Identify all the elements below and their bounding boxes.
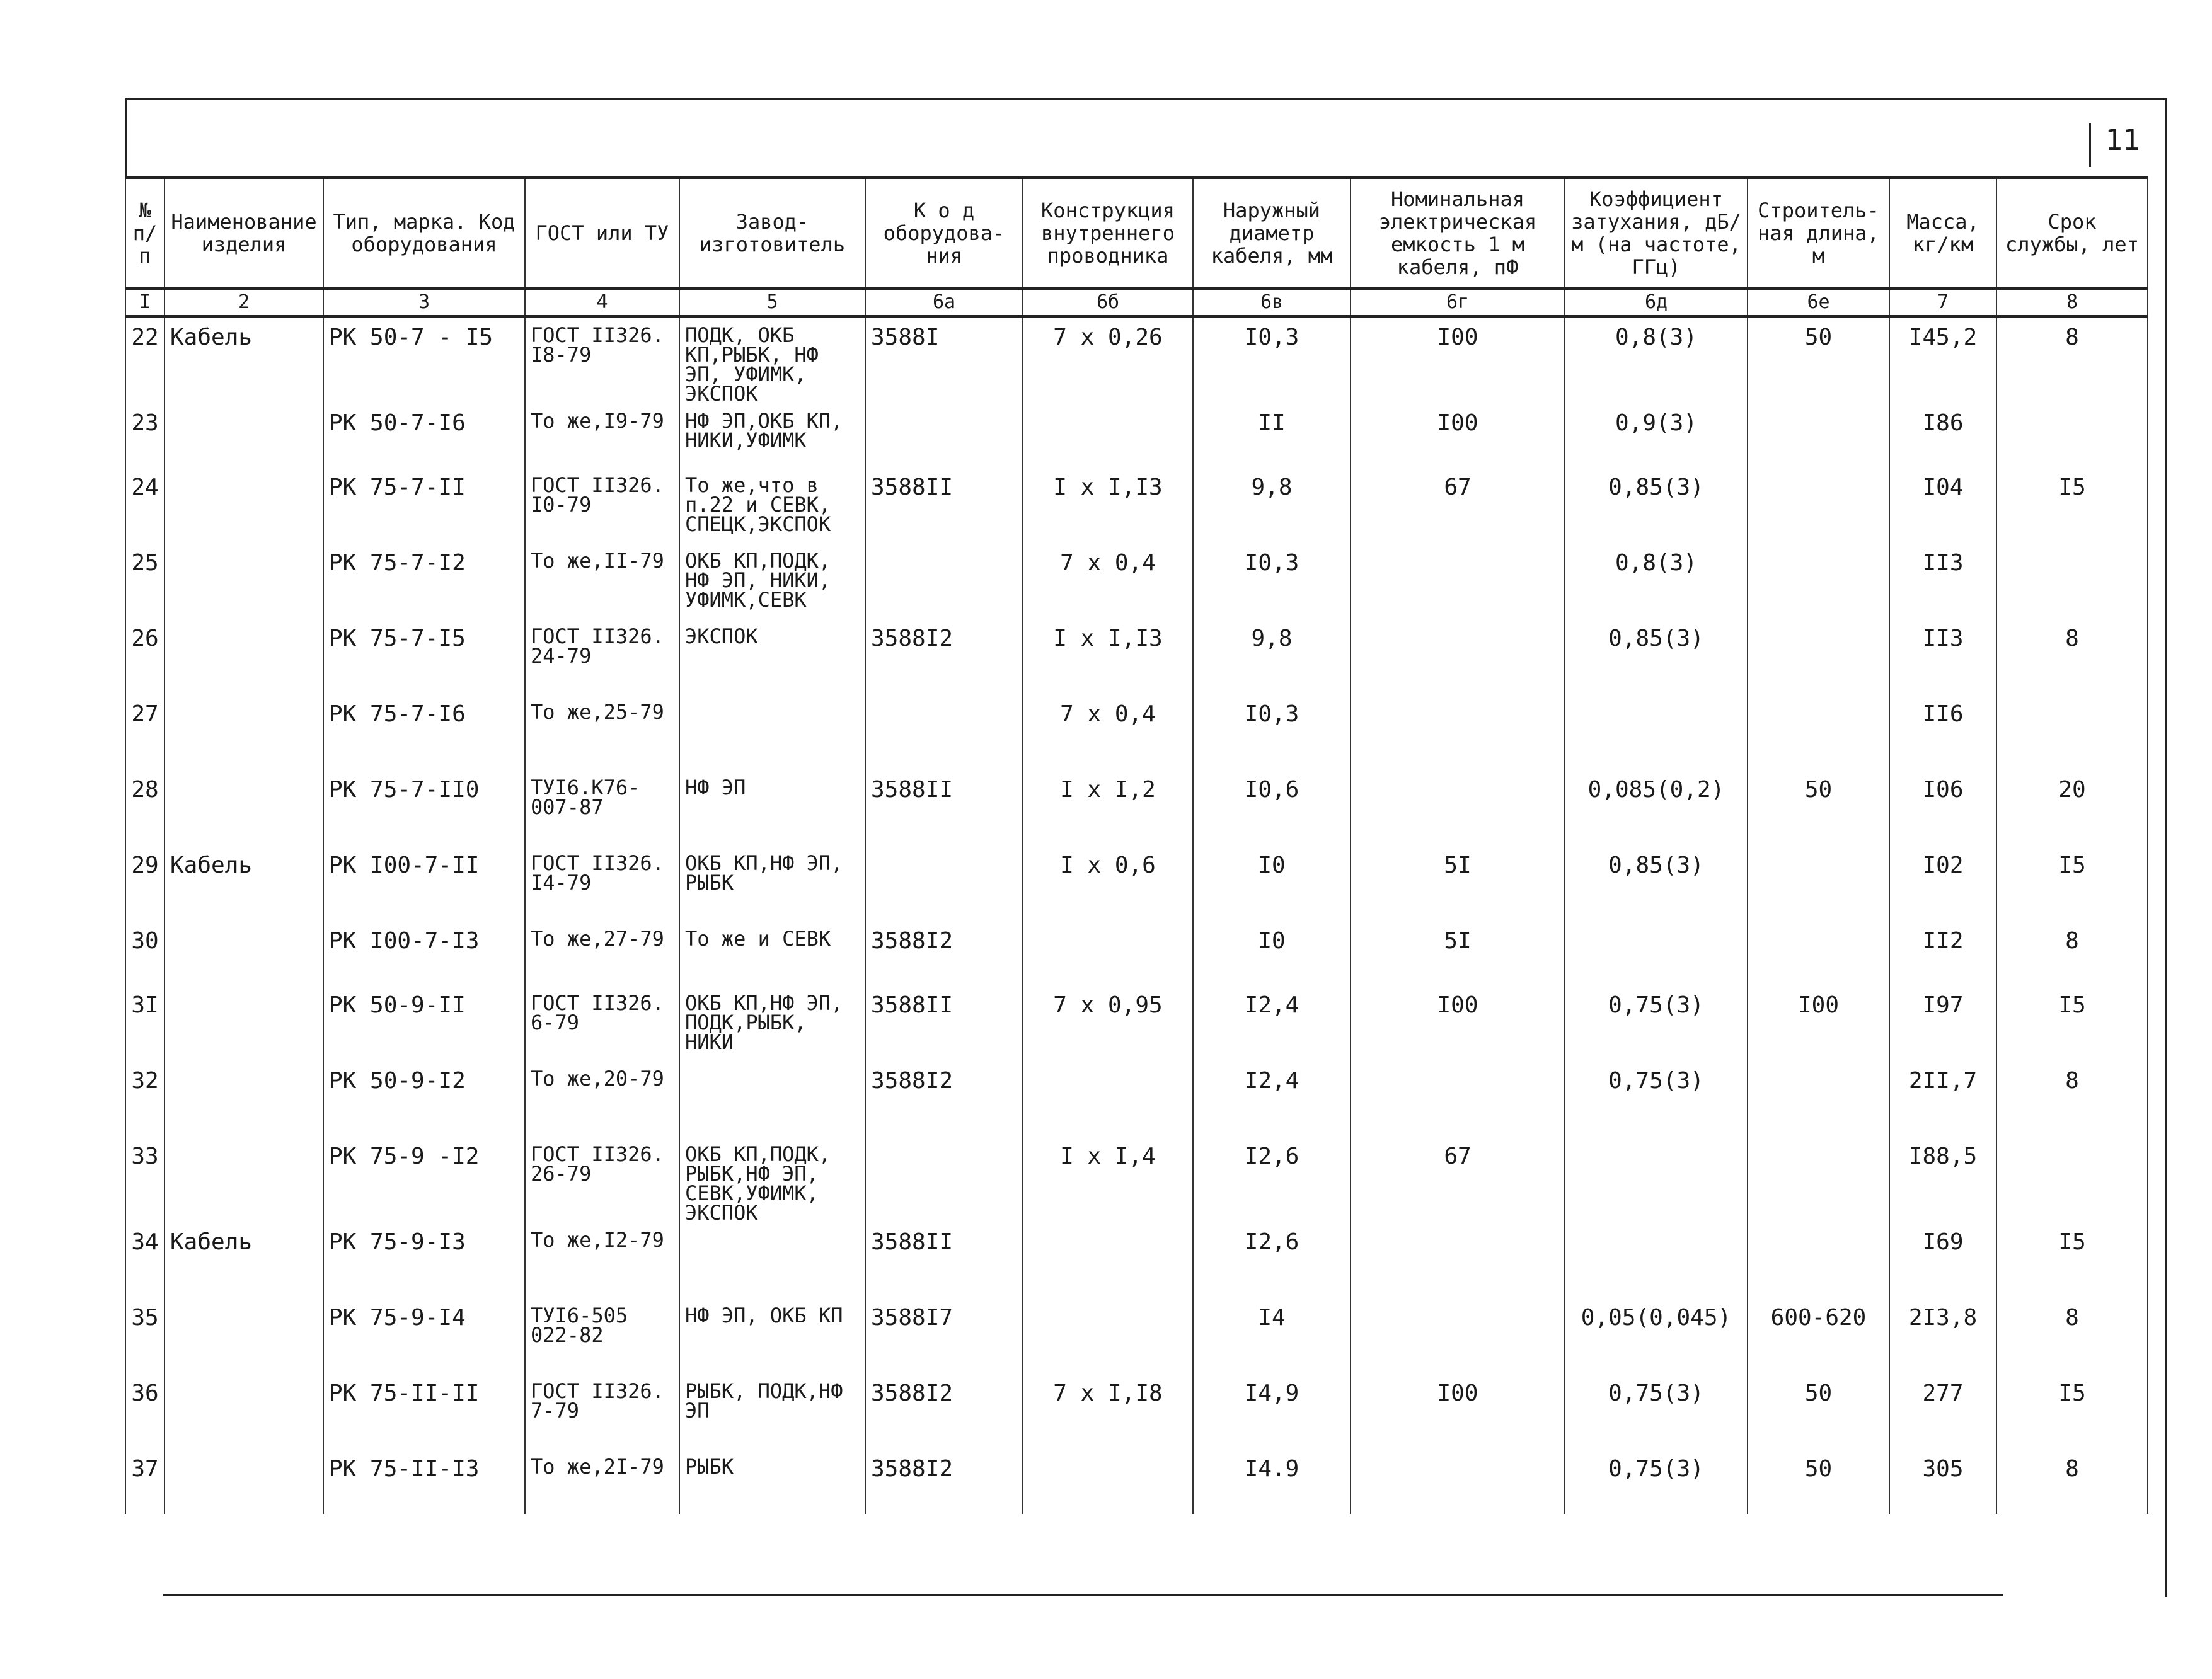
cell-service-life: 8: [1996, 1298, 2148, 1374]
cell-item-name: [164, 1374, 323, 1450]
cell-capacitance: 5I: [1351, 922, 1565, 986]
cell-capacitance: [1351, 1062, 1565, 1137]
cell-manufacturer: [679, 695, 865, 771]
cell-build-length: [1748, 619, 1889, 695]
cell-equipment-code: 3588I: [865, 317, 1023, 404]
table-header: [125, 178, 2148, 317]
cell-row-number: 27: [125, 695, 164, 771]
cell-mass: I02: [1889, 846, 1996, 922]
cell-row-number: 29: [125, 846, 164, 922]
column-number: 6е: [1748, 289, 1889, 317]
cell-item-name: [164, 1062, 323, 1137]
cell-attenuation: [1565, 1137, 1748, 1223]
cell-equipment-code: 3588I7: [865, 1298, 1023, 1374]
cell-manufacturer: ПОДК, ОКБ КП,РЫБК, НФ ЭП, УФИМК, ЭКСПОК: [679, 317, 865, 404]
cell-row-number: 26: [125, 619, 164, 695]
cell-gost-tu: ТУI6-505 022-82: [525, 1298, 679, 1374]
cell-mass: I45,2: [1889, 317, 1996, 404]
column-header: Коэффициент затухания, дБ/м (на частоте, ГГц): [1565, 178, 1748, 289]
cell-type-code: РК 75-9-I4: [323, 1298, 525, 1374]
cell-mass: II2: [1889, 922, 1996, 986]
cell-build-length: [1748, 1062, 1889, 1137]
cell-gost-tu: ГОСТ II326. I0-79: [525, 468, 679, 544]
cell-row-number: 32: [125, 1062, 164, 1137]
cell-equipment-code: [865, 846, 1023, 922]
cell-build-length: 600-620: [1748, 1298, 1889, 1374]
cell-equipment-code: 3588I2: [865, 619, 1023, 695]
column-header: Конструкция внутреннего проводника: [1023, 178, 1193, 289]
cell-item-name: [164, 544, 323, 619]
cell-service-life: [1996, 544, 2148, 619]
cell-outer-diameter: I4: [1193, 1298, 1351, 1374]
frame-top-line: [125, 98, 2167, 100]
cell-item-name: [164, 922, 323, 986]
cell-manufacturer: РЫБК: [679, 1450, 865, 1514]
cell-item-name: Кабель: [164, 1223, 323, 1298]
cell-gost-tu: ГОСТ II326. 24-79: [525, 619, 679, 695]
cell-equipment-code: [865, 695, 1023, 771]
column-header: Срок службы, лет: [1996, 178, 2148, 289]
cell-gost-tu: То же,25-79: [525, 695, 679, 771]
cell-capacitance: 5I: [1351, 846, 1565, 922]
cell-gost-tu: ГОСТ II326. 7-79: [525, 1374, 679, 1450]
cell-gost-tu: То же,27-79: [525, 922, 679, 986]
cell-row-number: 3I: [125, 986, 164, 1062]
cell-build-length: [1748, 1137, 1889, 1223]
cell-outer-diameter: I0,3: [1193, 695, 1351, 771]
cell-build-length: 50: [1748, 1450, 1889, 1514]
cell-equipment-code: 3588I2: [865, 922, 1023, 986]
cell-manufacturer: [679, 1062, 865, 1137]
table-row: [125, 846, 2148, 922]
cell-capacitance: [1351, 1450, 1565, 1514]
cell-type-code: РК 50-9-I2: [323, 1062, 525, 1137]
table-row: [125, 404, 2148, 468]
cell-conductor-construction: [1023, 1298, 1193, 1374]
cell-build-length: 50: [1748, 1374, 1889, 1450]
cell-service-life: I5: [1996, 846, 2148, 922]
cell-type-code: РК 75-7-I2: [323, 544, 525, 619]
cell-gost-tu: То же,I9-79: [525, 404, 679, 468]
column-number: I: [125, 289, 164, 317]
cell-type-code: РК 75-II-II: [323, 1374, 525, 1450]
table-row: [125, 1450, 2148, 1514]
cell-manufacturer: НФ ЭП: [679, 771, 865, 846]
cell-capacitance: 67: [1351, 468, 1565, 544]
cell-mass: I88,5: [1889, 1137, 1996, 1223]
column-header: ГОСТ или ТУ: [525, 178, 679, 289]
cell-item-name: [164, 619, 323, 695]
cell-conductor-construction: [1023, 1062, 1193, 1137]
cell-item-name: [164, 404, 323, 468]
cell-row-number: 33: [125, 1137, 164, 1223]
cell-type-code: РК 50-7 - I5: [323, 317, 525, 404]
cell-capacitance: I00: [1351, 404, 1565, 468]
cell-outer-diameter: I4.9: [1193, 1450, 1351, 1514]
cell-build-length: 50: [1748, 317, 1889, 404]
cell-capacitance: [1351, 771, 1565, 846]
column-header: Наименование изделия: [164, 178, 323, 289]
cell-row-number: 37: [125, 1450, 164, 1514]
cell-attenuation: 0,8(3): [1565, 317, 1748, 404]
cell-gost-tu: То же,I2-79: [525, 1223, 679, 1298]
cell-type-code: РК 75-7-II: [323, 468, 525, 544]
cell-mass: I86: [1889, 404, 1996, 468]
cell-build-length: [1748, 1223, 1889, 1298]
cell-row-number: 22: [125, 317, 164, 404]
table-row: [125, 619, 2148, 695]
cell-service-life: 8: [1996, 1450, 2148, 1514]
cell-service-life: [1996, 404, 2148, 468]
cell-attenuation: [1565, 922, 1748, 986]
cell-mass: 2II,7: [1889, 1062, 1996, 1137]
cell-build-length: [1748, 544, 1889, 619]
cell-outer-diameter: I2,4: [1193, 986, 1351, 1062]
cell-conductor-construction: I х I,4: [1023, 1137, 1193, 1223]
cell-conductor-construction: I х I,I3: [1023, 468, 1193, 544]
cell-service-life: 8: [1996, 922, 2148, 986]
cell-manufacturer: РЫБК, ПОДК,НФ ЭП: [679, 1374, 865, 1450]
cell-gost-tu: То же,II-79: [525, 544, 679, 619]
table-row: [125, 317, 2148, 404]
cell-service-life: 20: [1996, 771, 2148, 846]
cell-service-life: I5: [1996, 468, 2148, 544]
cell-item-name: [164, 695, 323, 771]
table-row: [125, 1223, 2148, 1298]
cell-mass: I97: [1889, 986, 1996, 1062]
cell-attenuation: 0,75(3): [1565, 1062, 1748, 1137]
cell-build-length: 50: [1748, 771, 1889, 846]
cell-equipment-code: [865, 544, 1023, 619]
cell-conductor-construction: [1023, 404, 1193, 468]
cell-row-number: 23: [125, 404, 164, 468]
cell-capacitance: [1351, 695, 1565, 771]
cell-type-code: РК I00-7-I3: [323, 922, 525, 986]
cell-equipment-code: [865, 1137, 1023, 1223]
cell-equipment-code: 3588I2: [865, 1374, 1023, 1450]
cell-type-code: РК 50-7-I6: [323, 404, 525, 468]
cell-conductor-construction: I х 0,6: [1023, 846, 1193, 922]
column-header: № п/п: [125, 178, 164, 289]
cell-attenuation: 0,75(3): [1565, 1450, 1748, 1514]
cell-capacitance: I00: [1351, 1374, 1565, 1450]
cell-item-name: [164, 1137, 323, 1223]
cell-attenuation: 0,85(3): [1565, 468, 1748, 544]
cell-equipment-code: 3588I2: [865, 1450, 1023, 1514]
column-header: Наружный диаметр кабеля, мм: [1193, 178, 1351, 289]
cell-service-life: 8: [1996, 619, 2148, 695]
cell-mass: I06: [1889, 771, 1996, 846]
cell-item-name: [164, 771, 323, 846]
cell-gost-tu: ГОСТ II326. 6-79: [525, 986, 679, 1062]
cell-type-code: РК 75-7-II0: [323, 771, 525, 846]
table-row: [125, 1374, 2148, 1450]
cell-row-number: 24: [125, 468, 164, 544]
cell-conductor-construction: 7 х 0,26: [1023, 317, 1193, 404]
cell-attenuation: 0,05(0,045): [1565, 1298, 1748, 1374]
cell-service-life: [1996, 695, 2148, 771]
table-row: [125, 695, 2148, 771]
cell-manufacturer: То же и СЕВК: [679, 922, 865, 986]
cell-conductor-construction: [1023, 1450, 1193, 1514]
cell-build-length: [1748, 404, 1889, 468]
cell-attenuation: 0,085(0,2): [1565, 771, 1748, 846]
cell-capacitance: [1351, 1223, 1565, 1298]
cell-mass: I04: [1889, 468, 1996, 544]
cell-outer-diameter: I0: [1193, 922, 1351, 986]
cell-row-number: 36: [125, 1374, 164, 1450]
table-row: [125, 986, 2148, 1062]
cell-equipment-code: 3588II: [865, 1223, 1023, 1298]
cell-row-number: 35: [125, 1298, 164, 1374]
table-body: [125, 317, 2148, 1515]
column-number: 6д: [1565, 289, 1748, 317]
cell-item-name: Кабель: [164, 846, 323, 922]
column-number: 6г: [1351, 289, 1565, 317]
cell-outer-diameter: I0,3: [1193, 544, 1351, 619]
frame-right-line: [2165, 98, 2167, 1597]
cell-outer-diameter: I0,6: [1193, 771, 1351, 846]
cell-service-life: 8: [1996, 1062, 2148, 1137]
cell-conductor-construction: I х I,2: [1023, 771, 1193, 846]
cell-equipment-code: [865, 404, 1023, 468]
cell-build-length: [1748, 846, 1889, 922]
cable-specs-table: [125, 176, 2148, 1514]
cell-service-life: [1996, 1137, 2148, 1223]
column-number: 5: [679, 289, 865, 317]
cell-equipment-code: 3588II: [865, 986, 1023, 1062]
cell-service-life: I5: [1996, 1223, 2148, 1298]
cell-type-code: РК 75-7-I5: [323, 619, 525, 695]
cell-attenuation: 0,75(3): [1565, 1374, 1748, 1450]
cell-row-number: 34: [125, 1223, 164, 1298]
cell-conductor-construction: 7 х 0,4: [1023, 544, 1193, 619]
cell-gost-tu: ТУI6.К76-007-87: [525, 771, 679, 846]
cell-attenuation: 0,85(3): [1565, 619, 1748, 695]
cell-gost-tu: ГОСТ II326. 26-79: [525, 1137, 679, 1223]
cell-item-name: [164, 1450, 323, 1514]
column-number: 4: [525, 289, 679, 317]
cell-capacitance: [1351, 544, 1565, 619]
column-number: 8: [1996, 289, 2148, 317]
cell-type-code: РК 75-II-I3: [323, 1450, 525, 1514]
column-header: Завод-изготовитель: [679, 178, 865, 289]
cell-gost-tu: То же,20-79: [525, 1062, 679, 1137]
cell-service-life: 8: [1996, 317, 2148, 404]
cell-gost-tu: ГОСТ II326. I4-79: [525, 846, 679, 922]
column-header: Номинальная электрическая емкость 1 м кабеля, пФ: [1351, 178, 1565, 289]
cell-mass: 277: [1889, 1374, 1996, 1450]
sheet-number: 11: [2089, 123, 2148, 167]
header-row: [125, 178, 2148, 289]
table-row: [125, 1062, 2148, 1137]
column-number: 2: [164, 289, 323, 317]
bottom-rule: [163, 1594, 2003, 1596]
cell-type-code: РК 75-9-I3: [323, 1223, 525, 1298]
cell-equipment-code: 3588I2: [865, 1062, 1023, 1137]
cell-conductor-construction: [1023, 922, 1193, 986]
cell-item-name: [164, 1298, 323, 1374]
cell-capacitance: [1351, 619, 1565, 695]
cell-build-length: I00: [1748, 986, 1889, 1062]
cell-type-code: РК 75-7-I6: [323, 695, 525, 771]
cell-mass: II6: [1889, 695, 1996, 771]
cell-manufacturer: ЭКСПОК: [679, 619, 865, 695]
cell-attenuation: [1565, 695, 1748, 771]
cell-item-name: [164, 468, 323, 544]
cell-type-code: РК I00-7-II: [323, 846, 525, 922]
cell-capacitance: I00: [1351, 986, 1565, 1062]
cell-equipment-code: 3588II: [865, 468, 1023, 544]
column-number: 6а: [865, 289, 1023, 317]
cell-item-name: [164, 986, 323, 1062]
cell-mass: II3: [1889, 544, 1996, 619]
cell-manufacturer: ОКБ КП,НФ ЭП, ПОДК,РЫБК, НИКИ: [679, 986, 865, 1062]
table-row: [125, 1137, 2148, 1223]
column-header: Масса, кг/км: [1889, 178, 1996, 289]
cell-outer-diameter: I2,6: [1193, 1137, 1351, 1223]
cell-item-name: Кабель: [164, 317, 323, 404]
cell-manufacturer: НФ ЭП, ОКБ КП: [679, 1298, 865, 1374]
cell-type-code: РК 75-9 -I2: [323, 1137, 525, 1223]
cell-capacitance: [1351, 1298, 1565, 1374]
cell-conductor-construction: 7 х 0,95: [1023, 986, 1193, 1062]
cell-build-length: [1748, 922, 1889, 986]
table-row: [125, 771, 2148, 846]
cell-outer-diameter: I4,9: [1193, 1374, 1351, 1450]
column-header: Строитель-ная длина, м: [1748, 178, 1889, 289]
table-row: [125, 1298, 2148, 1374]
cell-build-length: [1748, 468, 1889, 544]
table-row: [125, 468, 2148, 544]
cell-mass: I69: [1889, 1223, 1996, 1298]
cell-row-number: 25: [125, 544, 164, 619]
cell-outer-diameter: 9,8: [1193, 619, 1351, 695]
cell-conductor-construction: 7 х 0,4: [1023, 695, 1193, 771]
cell-manufacturer: ОКБ КП,НФ ЭП, РЫБК: [679, 846, 865, 922]
cell-manufacturer: НФ ЭП,ОКБ КП, НИКИ,УФИМК: [679, 404, 865, 468]
cell-conductor-construction: I х I,I3: [1023, 619, 1193, 695]
cell-build-length: [1748, 695, 1889, 771]
cell-manufacturer: То же,что в п.22 и СЕВК, СПЕЦК,ЭКСПОК: [679, 468, 865, 544]
cell-manufacturer: ОКБ КП,ПОДК, РЫБК,НФ ЭП, СЕВК,УФИМК, ЭКСПОК: [679, 1137, 865, 1223]
table-row: [125, 544, 2148, 619]
cell-manufacturer: ОКБ КП,ПОДК, НФ ЭП, НИКИ, УФИМК,СЕВК: [679, 544, 865, 619]
cell-attenuation: 0,9(3): [1565, 404, 1748, 468]
cell-attenuation: 0,85(3): [1565, 846, 1748, 922]
cell-row-number: 28: [125, 771, 164, 846]
cell-outer-diameter: 9,8: [1193, 468, 1351, 544]
cell-conductor-construction: [1023, 1223, 1193, 1298]
cell-capacitance: 67: [1351, 1137, 1565, 1223]
cell-gost-tu: То же,2I-79: [525, 1450, 679, 1514]
cell-outer-diameter: I0: [1193, 846, 1351, 922]
cell-equipment-code: 3588II: [865, 771, 1023, 846]
cell-attenuation: 0,75(3): [1565, 986, 1748, 1062]
cell-service-life: I5: [1996, 986, 2148, 1062]
frame-left-line: [125, 98, 127, 176]
cell-conductor-construction: 7 х I,I8: [1023, 1374, 1193, 1450]
table-row: [125, 922, 2148, 986]
cell-mass: 2I3,8: [1889, 1298, 1996, 1374]
cell-gost-tu: ГОСТ II326. I8-79: [525, 317, 679, 404]
column-number: 7: [1889, 289, 1996, 317]
column-number: 6б: [1023, 289, 1193, 317]
column-number: 6в: [1193, 289, 1351, 317]
cell-service-life: I5: [1996, 1374, 2148, 1450]
cell-outer-diameter: I0,3: [1193, 317, 1351, 404]
cell-outer-diameter: II: [1193, 404, 1351, 468]
cell-outer-diameter: I2,4: [1193, 1062, 1351, 1137]
column-header: К о д оборудова-ния: [865, 178, 1023, 289]
cell-manufacturer: [679, 1223, 865, 1298]
cell-mass: II3: [1889, 619, 1996, 695]
cell-row-number: 30: [125, 922, 164, 986]
column-number: 3: [323, 289, 525, 317]
cell-attenuation: [1565, 1223, 1748, 1298]
cell-mass: 305: [1889, 1450, 1996, 1514]
cell-attenuation: 0,8(3): [1565, 544, 1748, 619]
cell-capacitance: I00: [1351, 317, 1565, 404]
column-number-row: [125, 289, 2148, 317]
cell-outer-diameter: I2,6: [1193, 1223, 1351, 1298]
column-header: Тип, марка. Код оборудования: [323, 178, 525, 289]
cell-type-code: РК 50-9-II: [323, 986, 525, 1062]
